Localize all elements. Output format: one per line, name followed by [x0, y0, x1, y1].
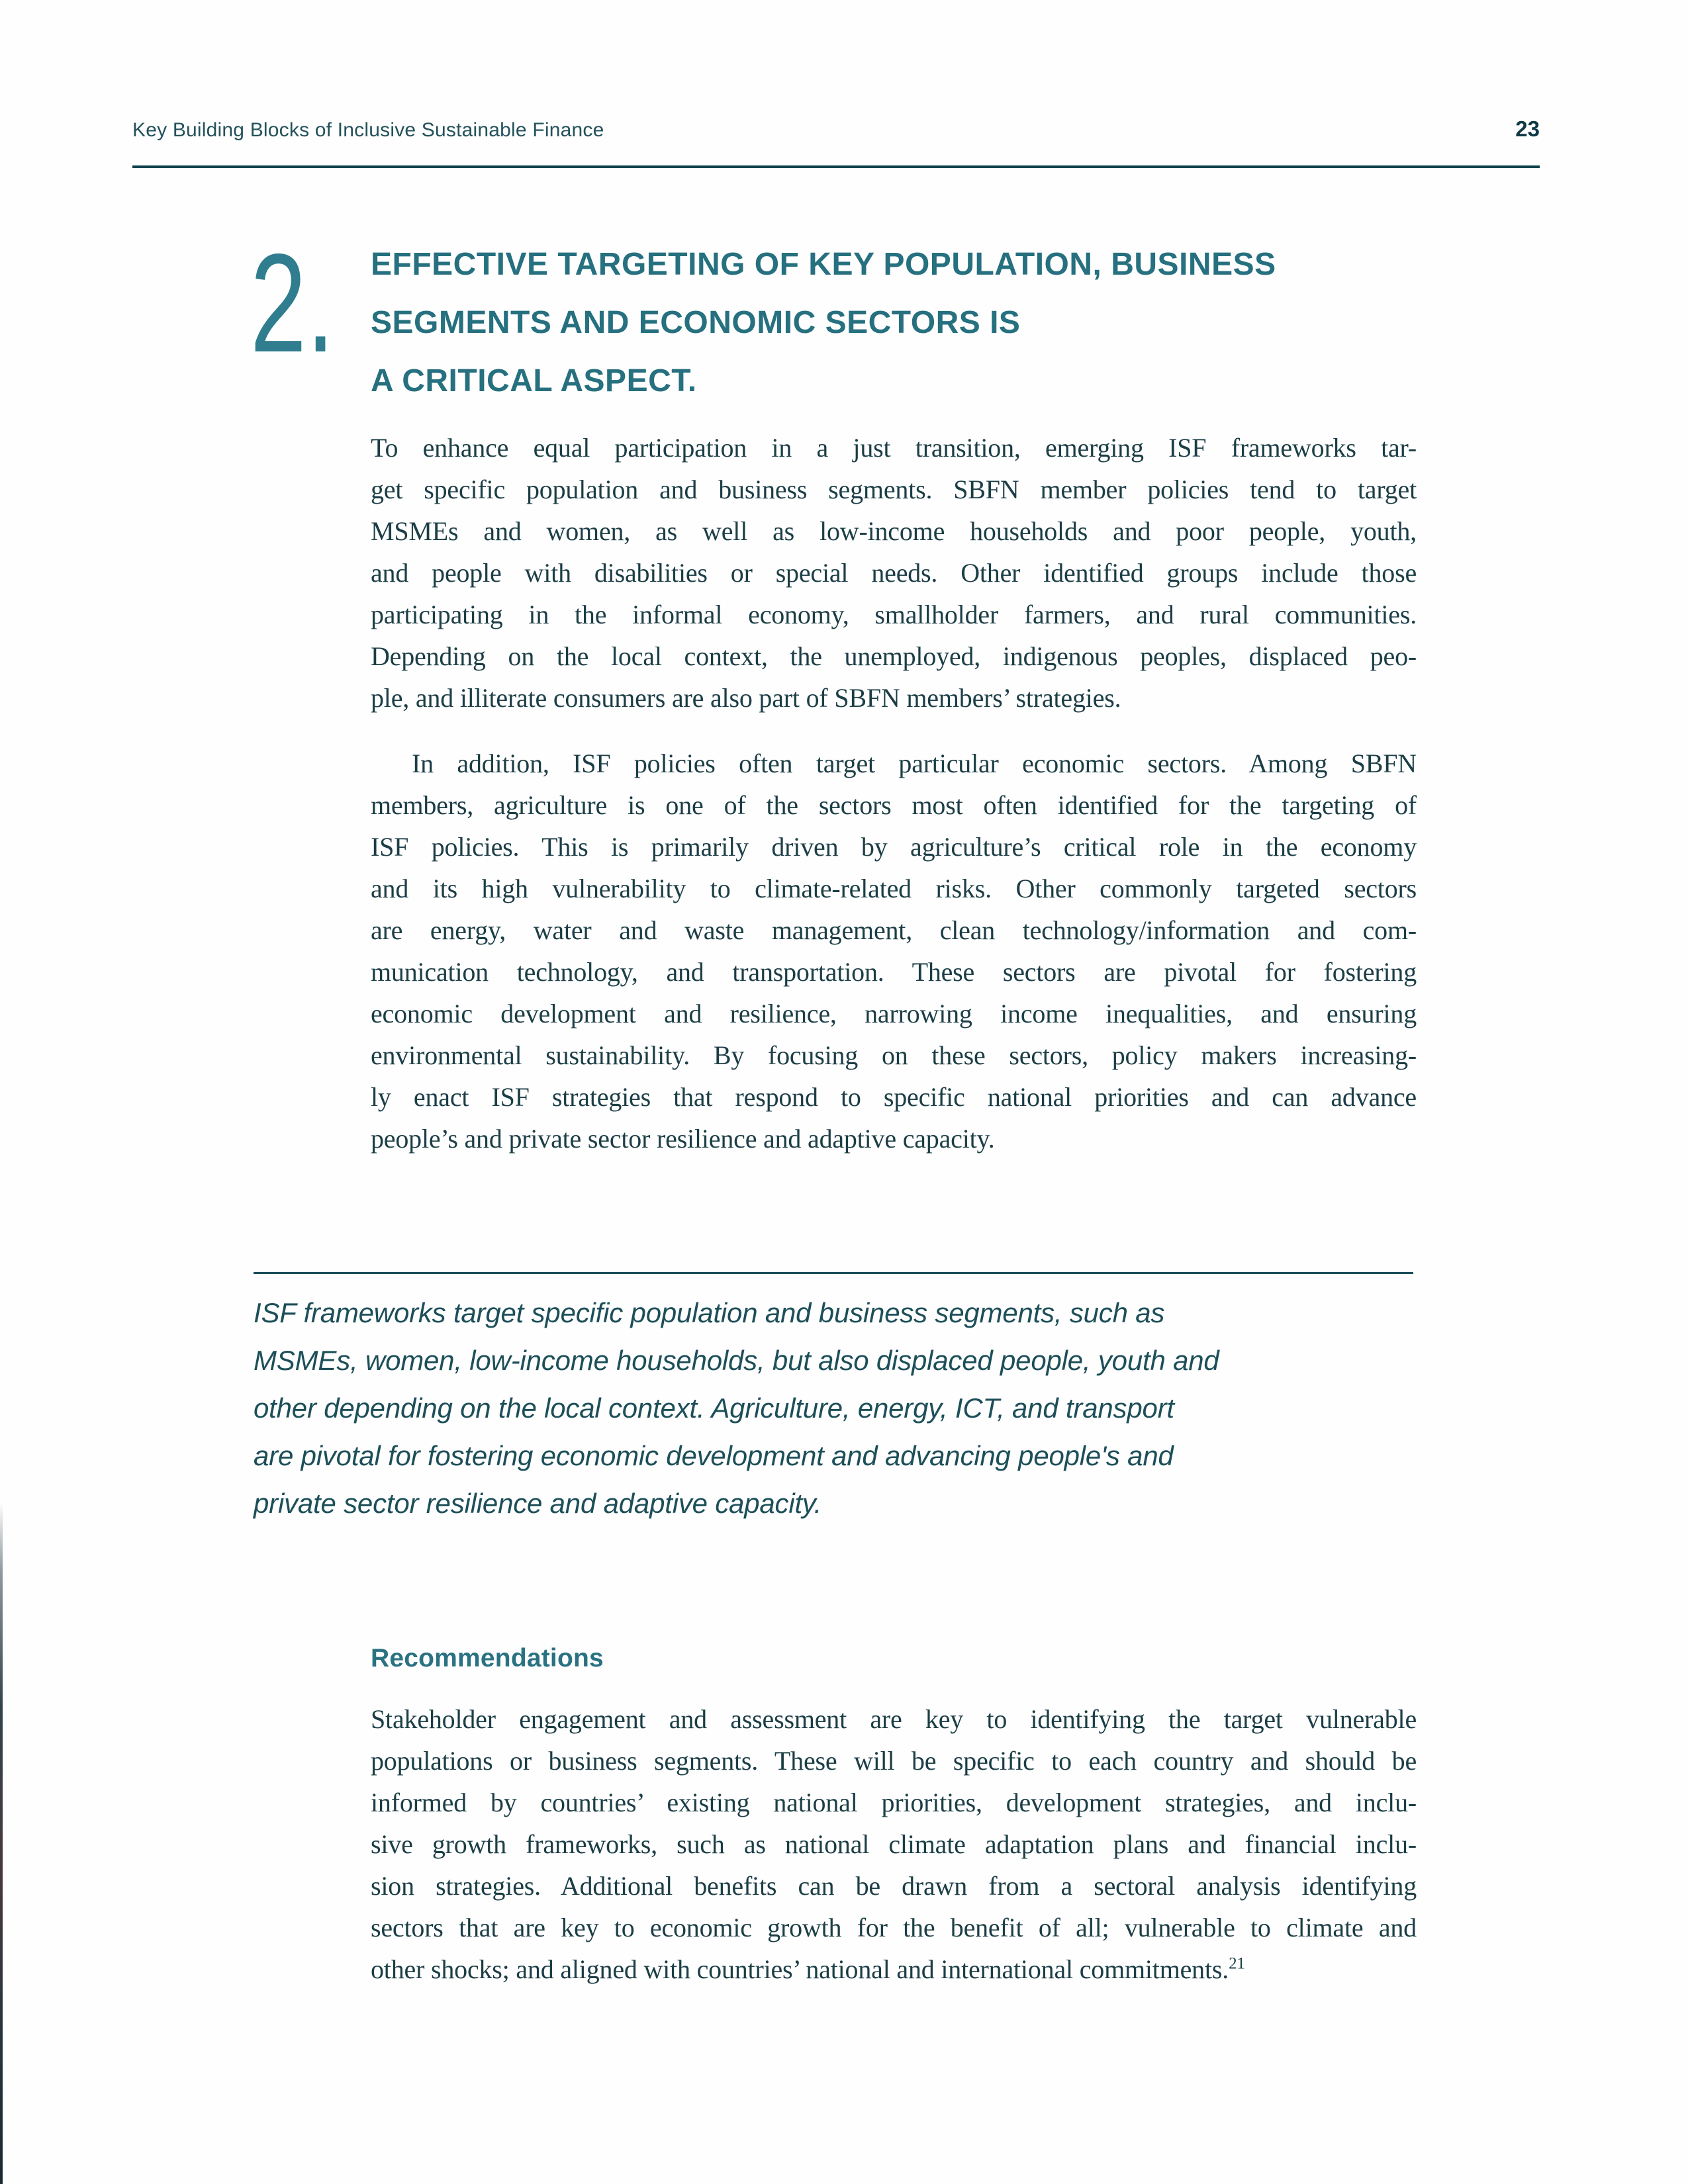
body-text-line: participating in the informal economy, smallholder farmers, and rural communities. — [371, 600, 1417, 629]
paragraph-2 — [371, 743, 1417, 1160]
pull-quote-line: other depending on the local context. Agriculture, energy, ICT, and transport — [254, 1392, 1174, 1424]
section-number: 2. — [250, 224, 335, 381]
section-heading-line: EFFECTIVE TARGETING OF KEY POPULATION, BUSINESS — [371, 247, 1276, 282]
paragraph-1 — [371, 427, 1417, 719]
paragraph-3 — [371, 1698, 1417, 1990]
body-text-line: informed by countries’ existing national priorities, development strategies, and inclu- — [371, 1788, 1417, 1817]
running-title: Key Building Blocks of Inclusive Sustainable Finance — [132, 119, 604, 141]
body-text-line: people’s and private sector resilience and adaptive capacity. — [371, 1124, 995, 1154]
body-text-line: environmental sustainability. By focusing on these sectors, policy makers increasing- — [371, 1040, 1417, 1070]
pull-quote-rule — [254, 1272, 1413, 1274]
pull-quote-line: ISF frameworks target specific population and business segments, such as — [254, 1297, 1165, 1328]
body-text-line: sion strategies. Additional benefits can be drawn from a sectoral analysis identifying — [371, 1871, 1417, 1901]
section-heading-line: A CRITICAL ASPECT. — [371, 363, 697, 398]
footnote-reference: 21 — [1229, 1954, 1245, 1973]
body-text-line: sectors that are key to economic growth for the benefit of all; vulnerable to climate and — [371, 1913, 1417, 1942]
section-heading-line: SEGMENTS AND ECONOMIC SECTORS IS — [371, 305, 1021, 340]
body-text-line: MSMEs and women, as well as low-income households and poor people, youth, — [371, 516, 1417, 546]
body-text-line: economic development and resilience, narrowing income inequalities, and ensuring — [371, 999, 1417, 1028]
body-text-line: munication technology, and transportation. These sectors are pivotal for fostering — [371, 957, 1417, 987]
body-text-line: and its high vulnerability to climate-related risks. Other commonly targeted sectors — [371, 874, 1417, 903]
section-heading — [371, 236, 1420, 410]
pull-quote — [254, 1289, 1422, 1527]
pull-quote-line: are pivotal for fostering economic development and advancing people's and — [254, 1440, 1174, 1471]
page-edge-shadow — [0, 1502, 3, 2184]
body-text-line: members, agriculture is one of the sectors most often identified for the targeting of — [371, 790, 1417, 820]
body-text-line: To enhance equal participation in a just transition, emerging ISF frameworks tar- — [371, 433, 1417, 463]
body-text-line: In addition, ISF policies often target particular economic sectors. Among SBFN — [412, 749, 1417, 778]
body-text-line: sive growth frameworks, such as national climate adaptation plans and financial inclu- — [371, 1829, 1417, 1859]
page-number: 23 — [1515, 116, 1540, 141]
body-text-line: ISF policies. This is primarily driven by agriculture’s critical role in the economy — [371, 832, 1417, 862]
body-text-line: ly enact ISF strategies that respond to specific national priorities and can advance — [371, 1082, 1417, 1112]
pull-quote-line: private sector resilience and adaptive capacity. — [254, 1488, 822, 1519]
body-text-line — [371, 1948, 1417, 1990]
body-text-line-text: other shocks; and aligned with countries’ national and international commitments. — [371, 1954, 1229, 1984]
recommendations-heading: Recommendations — [371, 1644, 604, 1672]
body-text-line: are energy, water and waste management, clean technology/information and com- — [371, 915, 1417, 945]
body-text-line: and people with disabilities or special needs. Other identified groups include those — [371, 558, 1417, 588]
pull-quote-line: MSMEs, women, low-income households, but also displaced people, youth and — [254, 1345, 1219, 1376]
body-text-line: populations or business segments. These will be specific to each country and should be — [371, 1746, 1417, 1776]
header-rule — [132, 165, 1540, 168]
body-text-line: ple, and illiterate consumers are also part of SBFN members’ strategies. — [371, 683, 1121, 713]
body-text-line: get specific population and business segments. SBFN member policies tend to target — [371, 475, 1417, 504]
body-text-line: Stakeholder engagement and assessment are key to identifying the target vulnerable — [371, 1704, 1417, 1734]
body-text-line: Depending on the local context, the unemployed, indigenous peoples, displaced peo- — [371, 641, 1417, 671]
page-header — [132, 116, 1540, 142]
